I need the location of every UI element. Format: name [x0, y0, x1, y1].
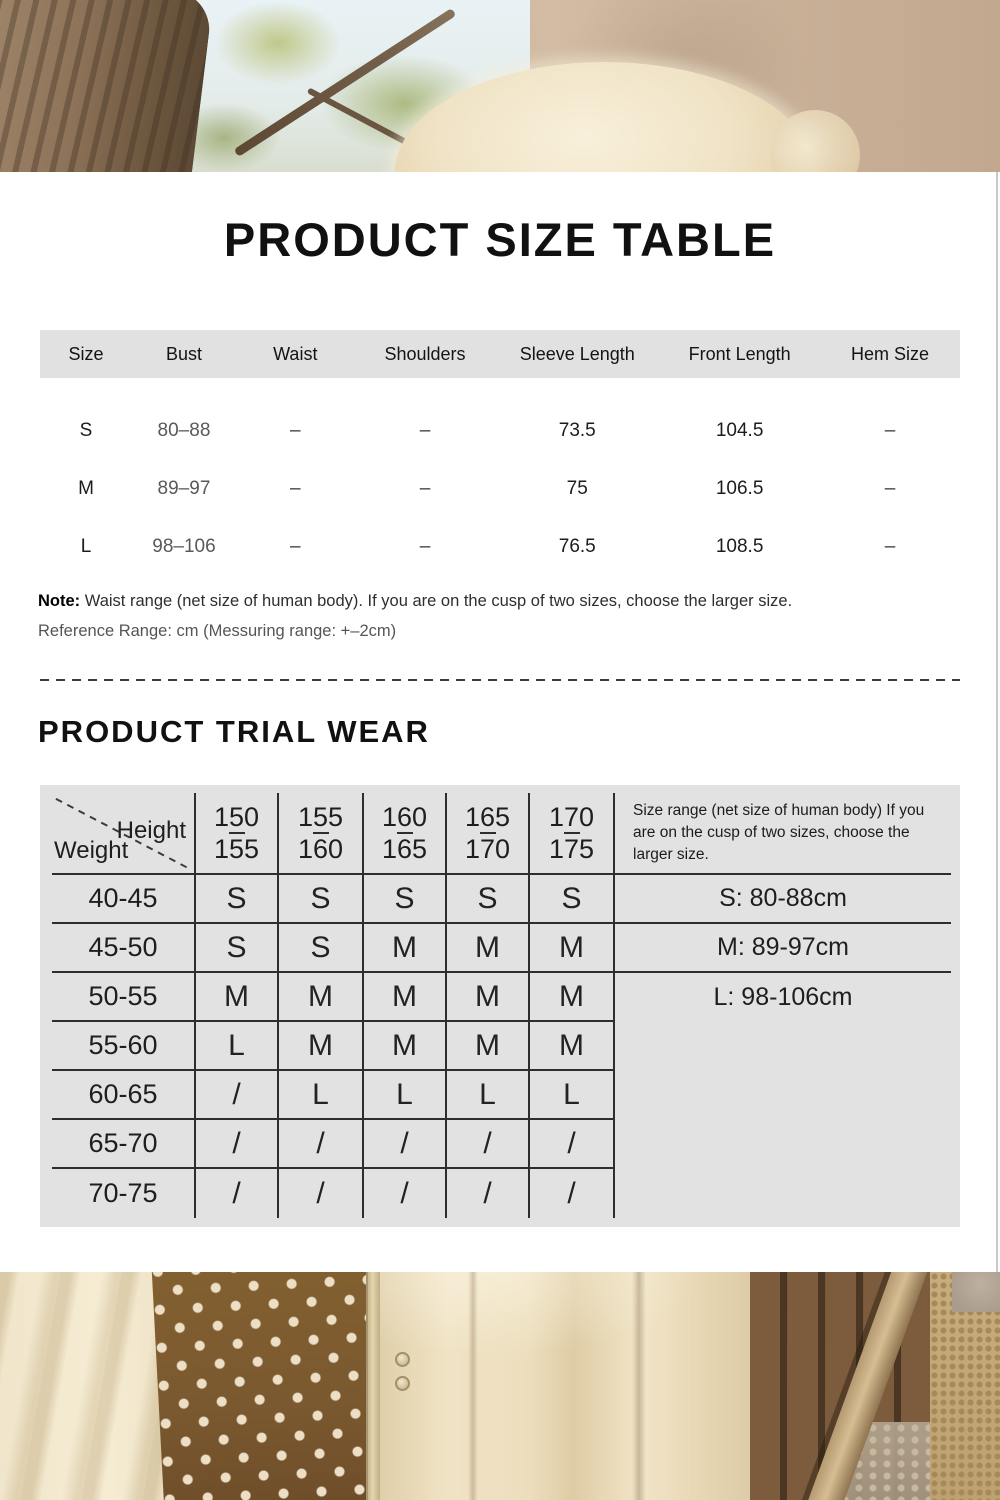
- bust-cell: 98–106: [152, 536, 216, 557]
- sleeve-cell: 76.5: [558, 536, 596, 557]
- size-result-cell: S: [196, 875, 279, 924]
- front-length-cell: 106.5: [715, 478, 764, 499]
- bust-cell: 89–97: [157, 478, 211, 499]
- bust-range-cell: [615, 1169, 951, 1218]
- size-result-cell: S: [364, 875, 447, 924]
- size-result-cell: M: [279, 1022, 364, 1071]
- weight-range-cell: 40-45: [52, 875, 196, 924]
- snap-button: [395, 1376, 410, 1391]
- note-label: Note:: [38, 592, 81, 610]
- size-notes: [38, 586, 938, 646]
- stone-background: [952, 1272, 1000, 1312]
- size-result-cell: M: [447, 973, 530, 1022]
- column-header: Waist: [273, 343, 318, 364]
- size-range-note: Size range (net size of human body) If you are on the cusp of two sizes, choose the larger size.: [615, 793, 951, 875]
- size-result-cell: M: [196, 973, 279, 1022]
- height-range-bottom: 155: [213, 834, 260, 864]
- tree-trunk: [0, 0, 214, 172]
- size-result-cell: S: [279, 924, 364, 973]
- hem-cell: –: [884, 478, 896, 499]
- size-table-body: [40, 378, 960, 576]
- size-result-cell: /: [364, 1120, 447, 1169]
- column-header: Sleeve Length: [519, 343, 635, 364]
- height-range-bottom: 175: [548, 834, 595, 864]
- note-line-2: Reference Range: cm (Messuring range: +–2cm): [38, 622, 397, 640]
- waist-cell: –: [290, 420, 301, 441]
- bust-range-cell: S: 80-88cm: [615, 875, 951, 924]
- shoulders-cell: –: [419, 478, 431, 499]
- height-range-header: [447, 793, 530, 875]
- size-table: [40, 330, 960, 576]
- page-title: PRODUCT SIZE TABLE: [223, 213, 777, 266]
- column-header: Shoulders: [384, 343, 466, 364]
- size-result-cell: /: [196, 1120, 279, 1169]
- weight-range-cell: 55-60: [52, 1022, 196, 1071]
- trial-wear-grid: [52, 793, 951, 1218]
- weight-range-cell: 50-55: [52, 973, 196, 1022]
- height-range-bottom: 170: [464, 834, 511, 864]
- table-row: [40, 518, 960, 576]
- product-photo-bottom: [0, 1272, 1000, 1500]
- column-header: Size: [68, 343, 104, 364]
- size-result-cell: L: [447, 1071, 530, 1120]
- size-result-cell: M: [530, 924, 615, 973]
- size-table-header-row: [40, 330, 960, 378]
- size-result-cell: L: [196, 1022, 279, 1071]
- waist-cell: –: [290, 478, 301, 499]
- size-cell: S: [79, 420, 93, 441]
- height-range-top: 160: [381, 802, 428, 832]
- bust-range-cell: L: 98-106cm: [713, 983, 853, 1011]
- weight-range-cell: 60-65: [52, 1071, 196, 1120]
- height-range-top: 150: [213, 802, 260, 832]
- column-header: Hem Size: [851, 343, 930, 364]
- weight-range-cell: 45-50: [52, 924, 196, 973]
- weight-range-cell: 65-70: [52, 1120, 196, 1169]
- table-row: [40, 402, 960, 460]
- size-cell: M: [78, 478, 94, 499]
- sleeve-cell: 75: [566, 478, 588, 499]
- size-result-cell: M: [530, 1022, 615, 1071]
- corner-cell-height-weight: [52, 793, 196, 875]
- height-range-top: 170: [548, 802, 595, 832]
- note-line-1: [38, 586, 938, 616]
- jacket-lining: [0, 1272, 175, 1500]
- hem-cell: –: [884, 420, 896, 441]
- jacket-crease: [468, 1272, 478, 1500]
- size-result-cell: /: [447, 1169, 530, 1218]
- snap-button: [395, 1352, 410, 1367]
- size-result-cell: L: [279, 1071, 364, 1120]
- weight-axis-label: Weight: [54, 837, 129, 864]
- hem-cell: –: [884, 536, 896, 557]
- size-result-cell: M: [364, 973, 447, 1022]
- size-result-cell: /: [196, 1071, 279, 1120]
- weight-range-cell: 70-75: [52, 1169, 196, 1218]
- size-cell: L: [80, 536, 92, 557]
- zipper: [366, 1272, 380, 1500]
- size-result-cell: /: [364, 1169, 447, 1218]
- size-result-cell: M: [364, 1022, 447, 1071]
- size-result-cell: M: [447, 1022, 530, 1071]
- note-text: Waist range (net size of human body). If you are on the cusp of two sizes, choose the larger size.: [80, 592, 793, 610]
- height-range-bottom: 160: [297, 834, 344, 864]
- right-edge-line: [996, 172, 998, 1272]
- section-title-trial-wear: PRODUCT TRIAL WEAR: [38, 714, 430, 749]
- size-result-cell: S: [279, 875, 364, 924]
- shoulders-cell: –: [419, 536, 431, 557]
- table-row: [40, 460, 960, 518]
- height-range-header: [196, 793, 279, 875]
- size-result-cell: M: [279, 973, 364, 1022]
- size-result-cell: M: [530, 973, 615, 1022]
- bust-cell: 80–88: [157, 420, 211, 441]
- hero-photo-top: [0, 0, 1000, 172]
- front-length-cell: 108.5: [715, 536, 764, 557]
- height-range-top: 155: [297, 802, 344, 832]
- size-result-cell: L: [530, 1071, 615, 1120]
- jacket-crease: [632, 1272, 646, 1500]
- size-result-cell: /: [530, 1120, 615, 1169]
- column-header: Bust: [165, 343, 202, 364]
- bust-range-cell: [615, 1120, 951, 1169]
- trial-wear-table: [40, 785, 960, 1227]
- size-result-cell: L: [364, 1071, 447, 1120]
- size-result-cell: /: [279, 1120, 364, 1169]
- polka-dot-panel: [152, 1272, 393, 1500]
- size-result-cell: /: [447, 1120, 530, 1169]
- dashed-divider: [40, 679, 960, 681]
- bust-range-cell: M: 89-97cm: [615, 924, 951, 973]
- size-result-cell: /: [279, 1169, 364, 1218]
- size-result-cell: S: [447, 875, 530, 924]
- size-result-cell: M: [364, 924, 447, 973]
- puffer-jacket: [380, 1272, 752, 1500]
- size-result-cell: /: [530, 1169, 615, 1218]
- size-result-cell: /: [196, 1169, 279, 1218]
- column-header: Front Length: [688, 343, 791, 364]
- height-range-header: [279, 793, 364, 875]
- height-axis-label: Height: [116, 817, 186, 844]
- front-length-cell: 104.5: [715, 420, 764, 441]
- size-result-cell: S: [196, 924, 279, 973]
- height-range-bottom: 165: [381, 834, 428, 864]
- height-range-header: [530, 793, 615, 875]
- size-result-cell: M: [447, 924, 530, 973]
- waist-cell: –: [290, 536, 301, 557]
- sleeve-cell: 73.5: [558, 420, 596, 441]
- bust-range-cell: [615, 1022, 951, 1071]
- height-range-top: 165: [464, 802, 511, 832]
- size-result-cell: S: [530, 875, 615, 924]
- bust-range-cell: [615, 1071, 951, 1120]
- height-range-header: [364, 793, 447, 875]
- shoulders-cell: –: [419, 420, 431, 441]
